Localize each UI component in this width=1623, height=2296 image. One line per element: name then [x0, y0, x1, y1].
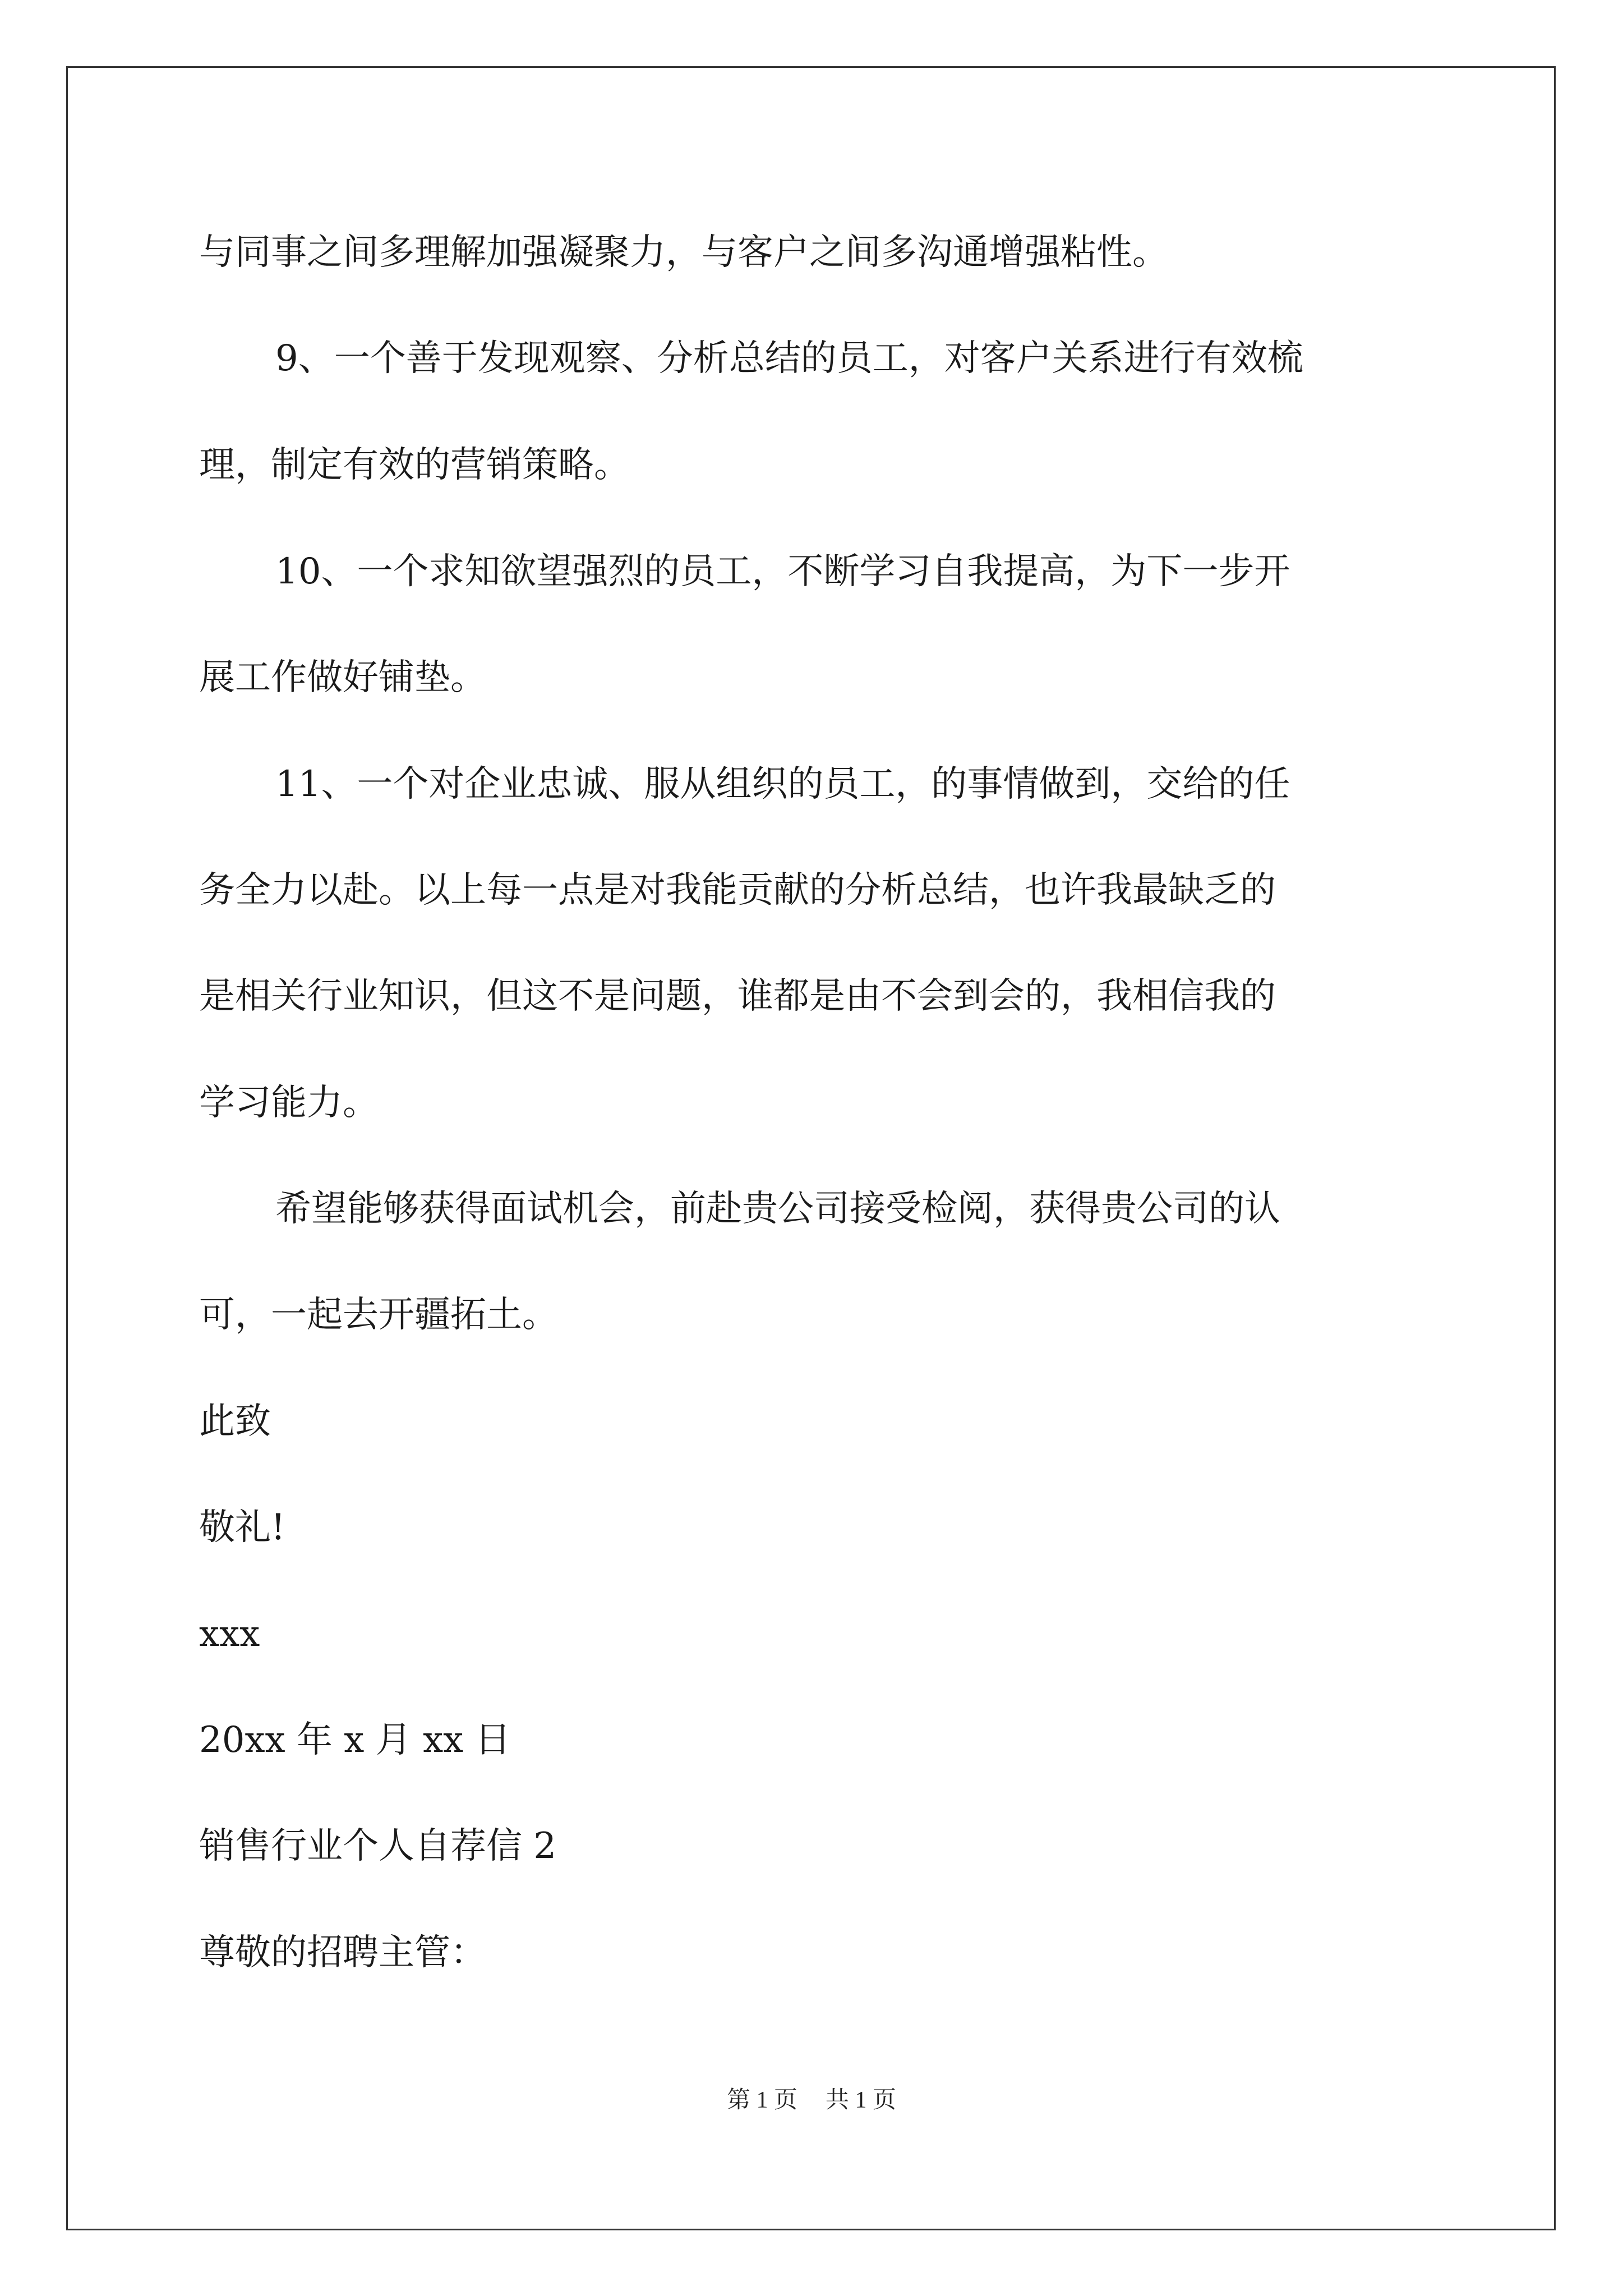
paragraph-line: 是相关行业知识，但这不是问题，谁都是由不会到会的，我相信我的	[199, 976, 1276, 1017]
page-footer	[0, 2081, 1623, 2115]
paragraph-line: 11、一个对企业忠诚、服从组织的员工，的事情做到，交给的任	[275, 763, 1290, 805]
paragraph-line: 务全力以赴。以上每一点是对我能贡献的分析总结，也许我最缺乏的	[199, 869, 1276, 911]
closing-salutation: 此致	[199, 1401, 271, 1442]
paragraph-line: 希望能够获得面试机会，前赴贵公司接受检阅，获得贵公司的认	[275, 1188, 1280, 1230]
signature-date: 20xx 年 x 月 xx 日	[199, 1719, 511, 1761]
paragraph-line: 与同事之间多理解加强凝聚力，与客户之间多沟通增强粘性。	[199, 232, 1168, 273]
section-title: 销售行业个人自荐信 2	[199, 1825, 557, 1867]
page-border	[66, 66, 1556, 2230]
paragraph-line: 可，一起去开疆拓土。	[199, 1294, 558, 1336]
paragraph-line: 展工作做好铺垫。	[199, 657, 486, 698]
signature-name: xxx	[199, 1613, 260, 1655]
paragraph-line: 9、一个善于发现观察、分析总结的员工，对客户关系进行有效梳	[275, 338, 1303, 379]
closing-regards: 敬礼!	[199, 1507, 285, 1548]
page-number-current: 第 1 页	[726, 2087, 797, 2113]
paragraph-line: 学习能力。	[199, 1082, 379, 1124]
paragraph-line: 理，制定有效的营销策略。	[199, 444, 630, 486]
letter-greeting: 尊敬的招聘主管：	[199, 1932, 486, 1973]
paragraph-line: 10、一个求知欲望强烈的员工，不断学习自我提高，为下一步开	[275, 551, 1290, 592]
page-number-total: 共 1 页	[826, 2087, 897, 2113]
